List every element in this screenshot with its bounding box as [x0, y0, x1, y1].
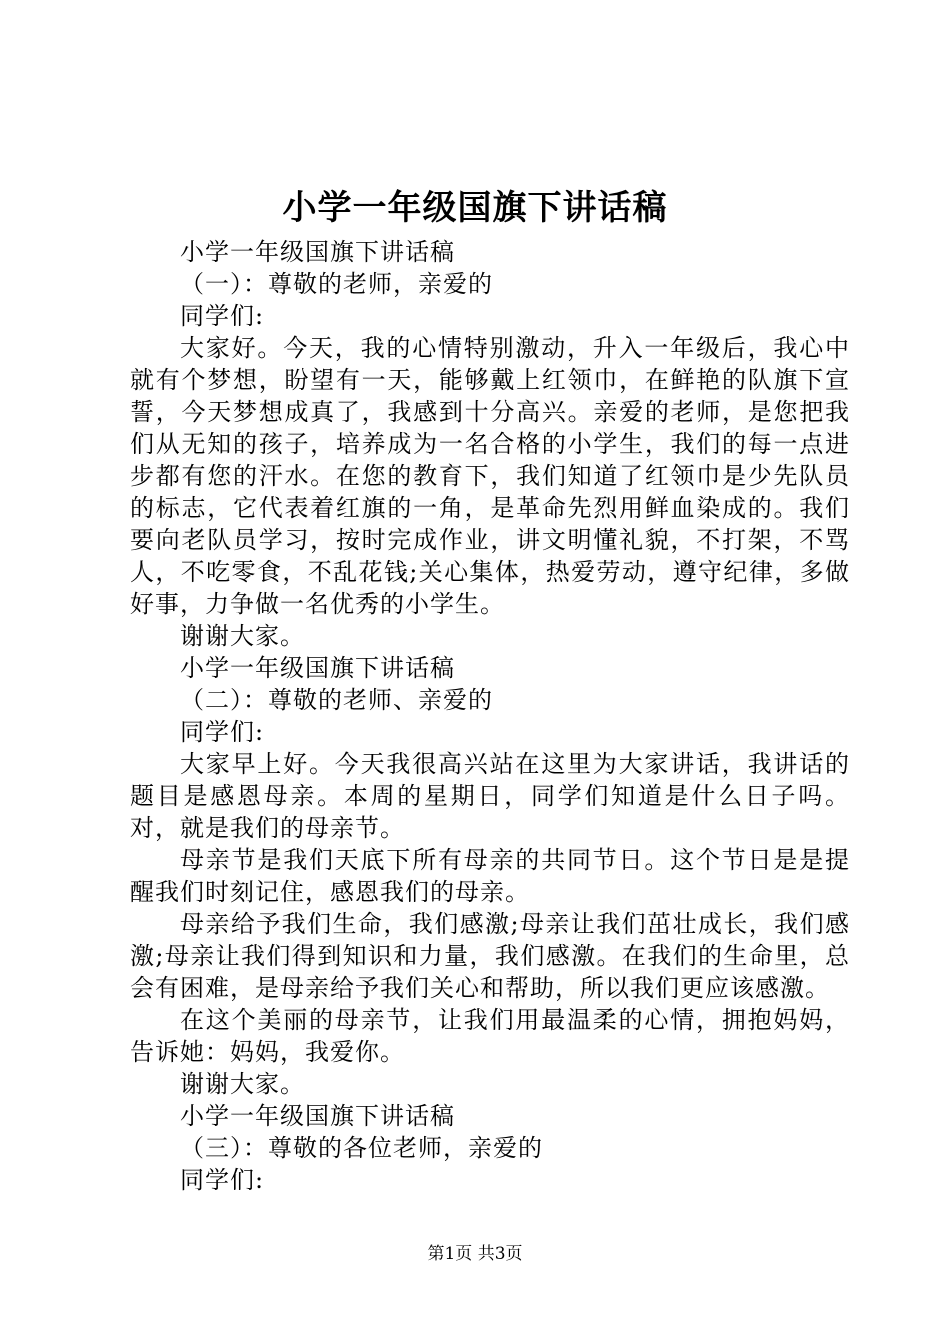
section-1-salutation: （一）：尊敬的老师，亲爱的: [180, 270, 493, 298]
section-3-salutation-cont: 同学们:: [180, 1166, 265, 1194]
page-number-footer: 第1页 共3页: [427, 1244, 523, 1264]
section-2-paragraph-4: 在这个美丽的母亲节，让我们用最温柔的心情，拥抱妈妈，告诉她：妈妈，我爱你。: [130, 1006, 850, 1066]
section-2-paragraph-3: 母亲给予我们生命，我们感激;母亲让我们茁壮成长，我们感激;母亲让我们得到知识和力量，我们感激。在我们的生命里，总会有困难，是母亲给予我们关心和帮助，所以我们更应该感激。: [130, 910, 850, 1002]
section-3-heading: 小学一年级国旗下讲话稿: [180, 1102, 455, 1130]
section-2-closing: 谢谢大家。: [180, 1070, 305, 1098]
section-2-heading: 小学一年级国旗下讲话稿: [180, 654, 455, 682]
section-1-heading: 小学一年级国旗下讲话稿: [180, 238, 455, 266]
section-2-salutation-cont: 同学们:: [180, 718, 265, 746]
document-body: [130, 236, 850, 1196]
section-1-closing: 谢谢大家。: [180, 622, 305, 650]
section-1-salutation-cont: 同学们:: [180, 302, 265, 330]
section-3-salutation: （三）：尊敬的各位老师，亲爱的: [180, 1134, 543, 1162]
section-2-paragraph-1: 大家早上好。今天我很高兴站在这里为大家讲话，我讲话的题目是感恩母亲。本周的星期日，同学们知道是什么日子吗。对，就是我们的母亲节。: [130, 750, 850, 842]
section-2-salutation: （二）：尊敬的老师、亲爱的: [180, 686, 493, 714]
section-1-paragraph: 大家好。今天，我的心情特别激动，升入一年级后，我心中就有个梦想，盼望有一天，能够戴上红领巾，在鲜艳的队旗下宣誓，今天梦想成真了，我感到十分高兴。亲爱的老师，是您把我们从无知的孩子，培养成为一名合格的小学生，我们的每一点进步都有您的汗水。在您的教育下，我们知道了红领巾是少先队员的标志，它代表着红旗的一角，是革命先烈用鲜血染成的。我们要向老队员学习，按时完成作业，讲文明懂礼貌，不打架，不骂人，不吃零食，不乱花钱;关心集体，热爱劳动，遵守纪律，多做好事，力争做一名优秀的小学生。: [130, 334, 850, 618]
section-2-paragraph-2: 母亲节是我们天底下所有母亲的共同节日。这个节日是是提醒我们时刻记住，感恩我们的母亲。: [130, 846, 850, 906]
document-title: 小学一年级国旗下讲话稿: [282, 188, 668, 228]
